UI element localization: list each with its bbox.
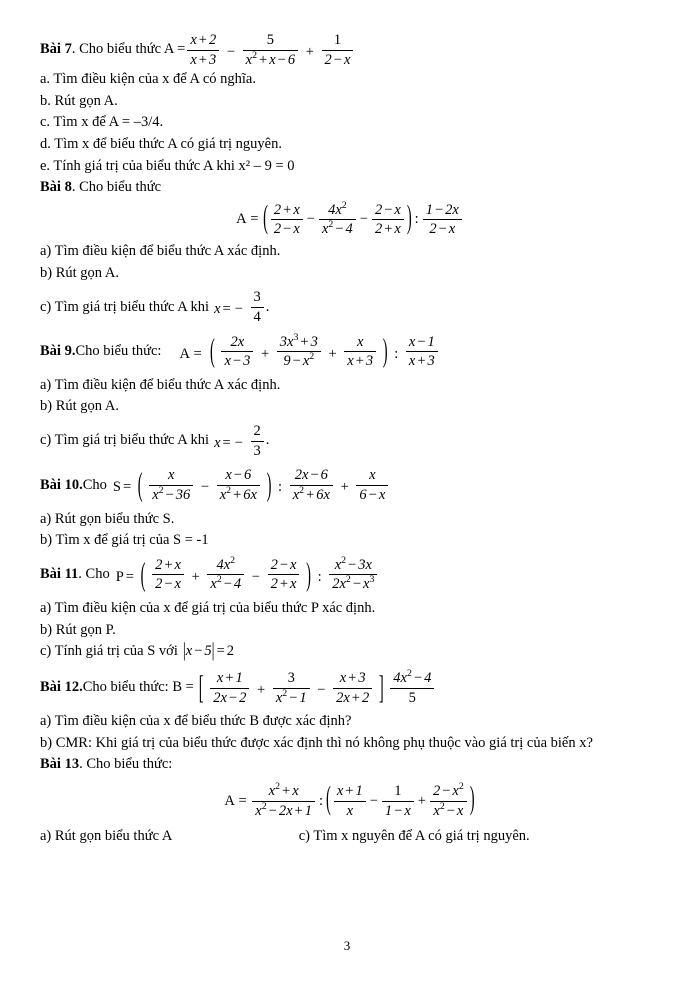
exercise-11-intro: . Cho: [78, 566, 110, 583]
exercise-7-label: Bài 7: [40, 41, 72, 58]
exercise-12-intro: Cho biểu thức: B =: [82, 679, 194, 696]
exercise-9-heading-line: [40, 331, 660, 371]
exercise-10-intro: Cho: [82, 476, 107, 493]
exercise-11-item-c: c) Tính giá trị của S với |x − 5| = 2: [40, 640, 234, 662]
exercise-8-heading-line: [40, 178, 660, 198]
exercise-8-item-a: a) Tìm điều kiện để biểu thức A xác định.: [40, 243, 281, 260]
exercise-13-item-a: a) Rút gọn biểu thức A: [40, 828, 172, 845]
exercise-12-item-b: b) CMR: Khi giá trị của biểu thức được xác định thì nó không phụ thuộc vào giá trị của biến x?: [40, 734, 593, 751]
exercise-10-formula: S = ( $\frac{x}{x^2 - 36}$ − $\frac{x - 6}{x^2 + 6x}$ ) : $\frac{2x - 6}{x^2 + 6x}$ + $\frac{x}{6 - x}$: [113, 467, 390, 503]
exercise-9-item-c-text: c) Tìm giá trị biểu thức A khi: [40, 432, 210, 449]
exercise-8-item-b: b) Rút gọn A.: [40, 264, 119, 281]
exercise-7-formula: $\frac{x + 2}{x + 3}$ − $\frac{5}{x^2 + x - 6}$ + $\frac{1}{2 - x}$: [185, 32, 355, 68]
exercise-10-item-b: b) Tìm x để giá trị của S = -1: [40, 532, 209, 549]
exercise-8-intro: . Cho biểu thức: [71, 179, 162, 196]
exercise-11-item-b: b) Rút gọn P.: [40, 621, 116, 638]
exercise-9-item-c: c) Tìm giá trị biểu thức A khi x = − $\frac{2}{3}$ .: [40, 423, 270, 459]
exercise-8-formula: A = ( $\frac{2 + x}{2 - x}$ − $\frac{4x^2}{x^2 - 4}$ − $\frac{2 - x}{2 + x}$ ) : $\frac{1 - 2x}{2 - x}$: [40, 202, 660, 238]
document-content: [40, 32, 660, 849]
exercise-7-item-b: b. Rút gọn A.: [40, 92, 118, 109]
exercise-11-item-c-text: c) Tính giá trị của S với: [40, 643, 178, 660]
exercise-10-item-a: a) Rút gọn biểu thức S.: [40, 510, 175, 527]
exercise-9-item-b: b) Rút gọn A.: [40, 398, 119, 415]
exercise-9-item-a: a) Tìm điều kiện để biểu thức A xác định.: [40, 376, 281, 393]
page-number: 3: [343, 938, 351, 953]
exercise-9-formula: A = ( $\frac{2x}{x - 3}$ + $\frac{3x^3 + 3}{9 - x^2}$ + $\frac{x}{x + 3}$ ) : $\frac{x - 1}{x + 3}$: [179, 334, 439, 370]
exercise-8-item-c: c) Tìm giá trị biểu thức A khi x = − $\frac{3}{4}$ .: [40, 289, 270, 325]
exercise-13-items-line: [40, 827, 660, 847]
exercise-11-formula: P = ( $\frac{2 + x}{2 - x}$ + $\frac{4x^2}{x^2 - 4}$ − $\frac{2 - x}{2 + x}$ ) : $\frac{x^2 - 3x}{2x^2 - x^3}$: [116, 557, 380, 593]
exercise-13-intro: . Cho biểu thức:: [79, 756, 173, 773]
exercise-12-formula: [ $\frac{x + 1}{2x - 2}$ + $\frac{3}{x^2 - 1}$ − $\frac{x + 3}{2x + 2}$ ] $\frac{4x^2 - 4}{5}$: [198, 670, 437, 706]
exercise-13-label: Bài 13: [40, 756, 80, 773]
exercise-7-item-e: e. Tính giá trị của biểu thức A khi x² – 9 = 0: [40, 157, 295, 174]
exercise-7-item-d: d. Tìm x để biểu thức A có giá trị nguyên.: [40, 136, 282, 153]
exercise-13-formula: A = $\frac{x^2 + x}{x^2 - 2x + 1}$ : ( $\frac{x + 1}{x}$ − $\frac{1}{1 - x}$ + $\frac{2 - x^2}{x^2 - x}$ ): [224, 781, 475, 819]
exercise-7-item-a: a. Tìm điều kiện của x để A có nghĩa.: [40, 71, 256, 88]
exercise-7-item-c: c. Tìm x để A = –3/4.: [40, 114, 164, 131]
exercise-11-item-a: a) Tìm điều kiện của x để giá trị của biểu thức P xác định.: [40, 600, 376, 617]
exercise-11-heading-line: [40, 554, 660, 594]
exercise-10-label: Bài 10.: [40, 476, 83, 493]
exercise-13-item-c: c) Tìm x nguyên để A có giá trị nguyên.: [298, 828, 530, 845]
exercise-10-heading-line: [40, 467, 660, 503]
exercise-11-label: Bài 11: [40, 566, 79, 583]
exercise-12-label: Bài 12.: [40, 679, 83, 696]
exercise-8-item-c-text: c) Tìm giá trị biểu thức A khi: [40, 298, 210, 315]
exercise-9-label: Bài 9.: [40, 342, 76, 359]
exercise-7-heading-line: [40, 32, 660, 68]
exercise-12-item-a: a) Tìm điều kiện của x để biểu thức B được xác định?: [40, 713, 352, 730]
exercise-7-intro: . Cho biểu thức A =: [71, 41, 186, 58]
exercise-13-heading-line: [40, 755, 660, 775]
exercise-12-heading-line: [40, 670, 660, 706]
exercise-9-intro: Cho biểu thức:: [75, 342, 162, 359]
exercise-8-label: Bài 8: [40, 179, 72, 196]
